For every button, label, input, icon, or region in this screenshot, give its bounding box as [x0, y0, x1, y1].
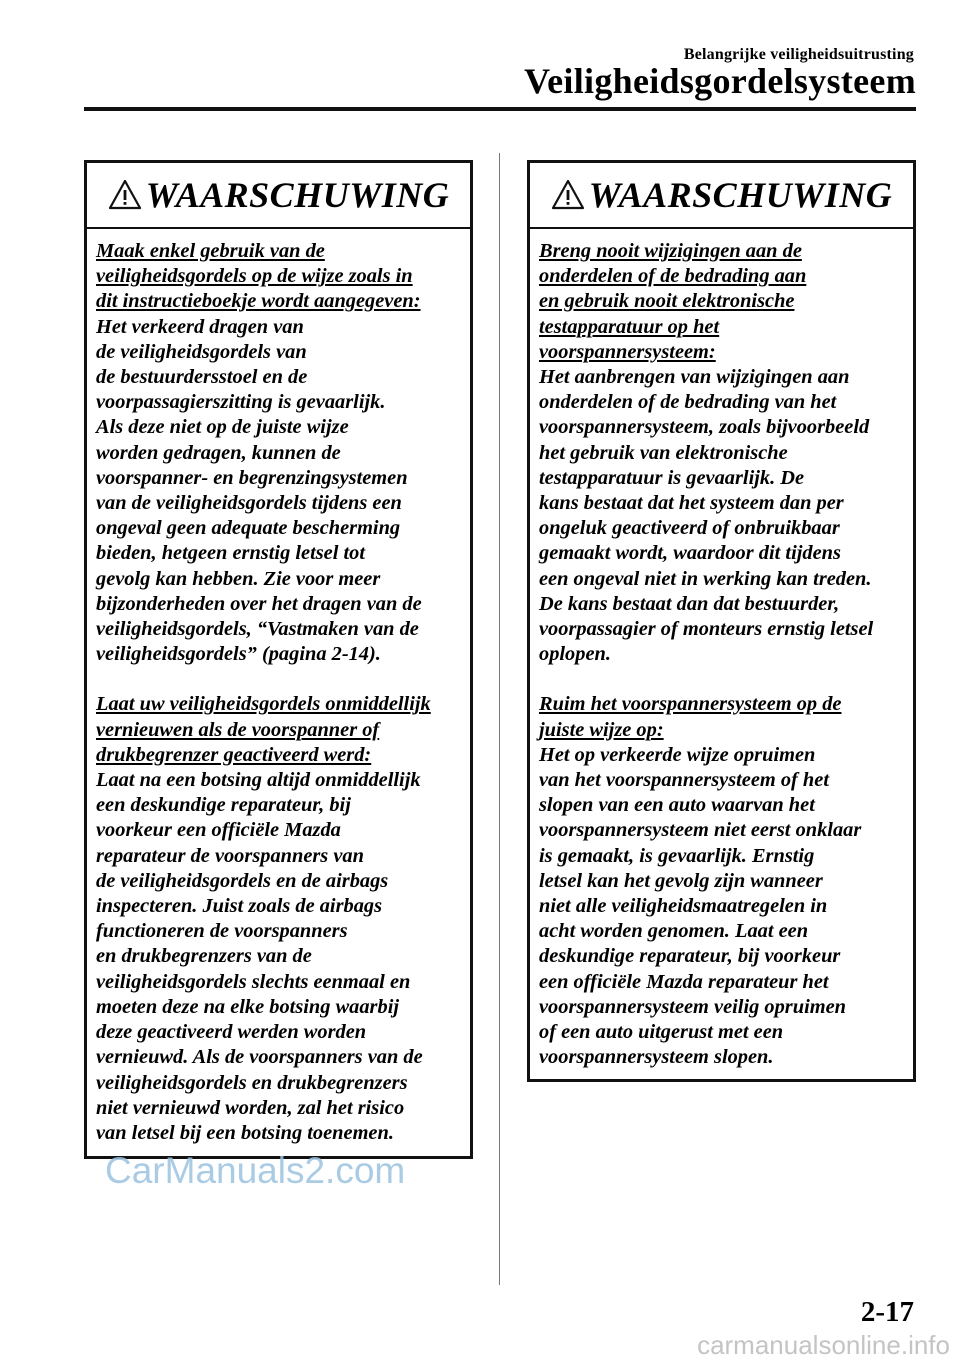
- warning-title: WAARSCHUWING: [145, 175, 450, 215]
- warning-box-right: [527, 160, 916, 1082]
- warning-text-line: ongeval geen adequate bescherming: [96, 517, 401, 540]
- page-number: 2-17: [860, 1296, 914, 1328]
- warning-heading-line: juiste wijze op:: [539, 718, 664, 741]
- warning-text-line: veiligheidsgordels” (pagina 2-14).: [96, 643, 381, 666]
- warning-text-line: functioneren de voorspanners: [96, 920, 348, 943]
- warning-paragraph: [96, 692, 464, 1146]
- warning-text-line: veiligheidsgordels en drukbegrenzers: [96, 1071, 408, 1094]
- warning-text-line: voorspannersysteem veilig opruimen: [539, 995, 846, 1018]
- warning-text-line: bieden, hetgeen ernstig letsel tot: [96, 542, 366, 565]
- warning-text-line: de bestuurdersstoel en de: [96, 366, 308, 389]
- warning-text-line: of een auto uitgerust met een: [539, 1021, 784, 1044]
- warning-heading-line: testapparatuur op het: [539, 315, 720, 338]
- warning-text-line: veiligheidsgordels, “Vastmaken van de: [96, 618, 419, 641]
- warning-text-line: testapparatuur is gevaarlijk. De: [539, 466, 805, 489]
- warning-title: WAARSCHUWING: [588, 175, 893, 215]
- warning-heading-line: Laat uw veiligheidsgordels onmiddellijk: [96, 693, 431, 716]
- warning-text-line: voorspannersysteem slopen.: [539, 1046, 774, 1069]
- warning-text-line: veiligheidsgordels slechts eenmaal en: [96, 970, 411, 993]
- warning-text-line: niet vernieuwd worden, zal het risico: [96, 1096, 405, 1119]
- warning-text-line: deze geactiveerd werden worden: [96, 1021, 367, 1044]
- warning-text-line: Het aanbrengen van wijzigingen aan: [539, 366, 850, 389]
- header-rule: [84, 107, 916, 111]
- warning-text-line: een officiële Mazda reparateur het: [539, 970, 829, 993]
- warning-text-line: gemaakt wordt, waardoor dit tijdens: [539, 542, 841, 565]
- warning-text-line: niet alle veiligheidsmaatregelen in: [539, 895, 828, 918]
- warning-triangle-icon: [108, 179, 142, 211]
- warning-triangle-icon: [551, 179, 585, 211]
- warning-text-line: acht worden genomen. Laat een: [539, 920, 809, 943]
- warning-text-line: het gebruik van elektronische: [539, 441, 788, 464]
- warning-heading-line: Breng nooit wijzigingen aan de: [539, 240, 802, 262]
- warning-text-line: van de veiligheidsgordels tijdens een: [96, 492, 402, 515]
- warning-text-line: gevolg kan hebben. Zie voor meer: [96, 567, 381, 590]
- warning-text-line: voorpassagier of monteurs ernstig letsel: [539, 618, 874, 641]
- warning-text-line: de veiligheidsgordels van: [96, 340, 307, 363]
- warning-heading-line: Maak enkel gebruik van de: [96, 240, 325, 262]
- warning-text-line: De kans bestaat dan dat bestuurder,: [539, 592, 840, 615]
- warning-text-line: voorkeur een officiële Mazda: [96, 819, 341, 842]
- warning-heading-line: Ruim het voorspannersysteem op de: [539, 693, 842, 716]
- warning-box-left: [84, 160, 473, 1159]
- warning-heading-line: onderdelen of de bedrading aan: [539, 265, 807, 288]
- warning-text-line: en drukbegrenzers van de: [96, 945, 312, 968]
- warning-text-line: moeten deze na elke botsing waarbij: [96, 995, 400, 1018]
- warning-heading-line: dit instructieboekje wordt aangegeven:: [96, 290, 421, 313]
- warning-text-line: deskundige reparateur, bij voorkeur: [539, 945, 841, 968]
- warning-body: [530, 229, 913, 1071]
- warning-heading-line: drukbegrenzer geactiveerd werd:: [96, 743, 372, 766]
- warning-header: [87, 163, 470, 229]
- column-divider: [499, 153, 500, 1285]
- warning-heading-line: vernieuwen als de voorspanner of: [96, 718, 380, 741]
- warning-paragraph: [539, 239, 907, 667]
- warning-body: [87, 229, 470, 1146]
- warning-text-line: Als deze niet op de juiste wijze: [96, 416, 349, 439]
- footer-watermark: carmanualsonline.info: [697, 1330, 950, 1360]
- section-label: Belangrijke veiligheidsuitrusting: [683, 46, 914, 63]
- warning-text-line: voorspannersysteem, zoals bijvoorbeeld: [539, 416, 870, 439]
- warning-heading-line: veiligheidsgordels op de wijze zoals in: [96, 265, 413, 288]
- warning-text-line: een deskundige reparateur, bij: [96, 794, 351, 817]
- warning-text-line: Laat na een botsing altijd onmiddellijk: [96, 769, 421, 792]
- warning-text-line: ongeluk geactiveerd of onbruikbaar: [539, 517, 840, 540]
- warning-text-line: Het op verkeerde wijze opruimen: [539, 743, 816, 766]
- warning-text-line: onderdelen of de bedrading van het: [539, 391, 837, 414]
- warning-text-line: slopen van een auto waarvan het: [539, 794, 815, 817]
- warning-text-line: oplopen.: [539, 643, 611, 666]
- warning-text-line: van het voorspannersysteem of het: [539, 769, 829, 792]
- page-title: Veiligheidsgordelsysteem: [524, 61, 916, 101]
- watermark: CarManuals2.com: [105, 1150, 406, 1191]
- warning-text-line: inspecteren. Juist zoals de airbags: [96, 895, 383, 918]
- warning-text-line: letsel kan het gevolg zijn wanneer: [539, 869, 823, 892]
- warning-text-line: voorspannersysteem niet eerst onklaar: [539, 819, 862, 842]
- warning-text-line: voorpassagierszitting is gevaarlijk.: [96, 391, 386, 414]
- warning-text-line: de veiligheidsgordels en de airbags: [96, 869, 389, 892]
- warning-paragraph: [96, 239, 464, 667]
- warning-text-line: kans bestaat dat het systeem dan per: [539, 492, 844, 515]
- warning-text-line: bijzonderheden over het dragen van de: [96, 592, 422, 615]
- warning-text-line: voorspanner- en begrenzingsystemen: [96, 466, 408, 489]
- warning-header: [530, 163, 913, 229]
- warning-paragraph: [539, 692, 907, 1070]
- warning-text-line: worden gedragen, kunnen de: [96, 441, 341, 464]
- warning-text-line: Het verkeerd dragen van: [96, 315, 304, 338]
- warning-text-line: is gemaakt, is gevaarlijk. Ernstig: [539, 844, 815, 867]
- warning-text-line: een ongeval niet in werking kan treden.: [539, 567, 872, 590]
- warning-heading-line: en gebruik nooit elektronische: [539, 290, 795, 313]
- warning-text-line: vernieuwd. Als de voorspanners van de: [96, 1046, 423, 1069]
- warning-text-line: reparateur de voorspanners van: [96, 844, 364, 867]
- warning-heading-line: voorspannersysteem:: [539, 340, 716, 363]
- warning-text-line: van letsel bij een botsing toenemen.: [96, 1121, 394, 1144]
